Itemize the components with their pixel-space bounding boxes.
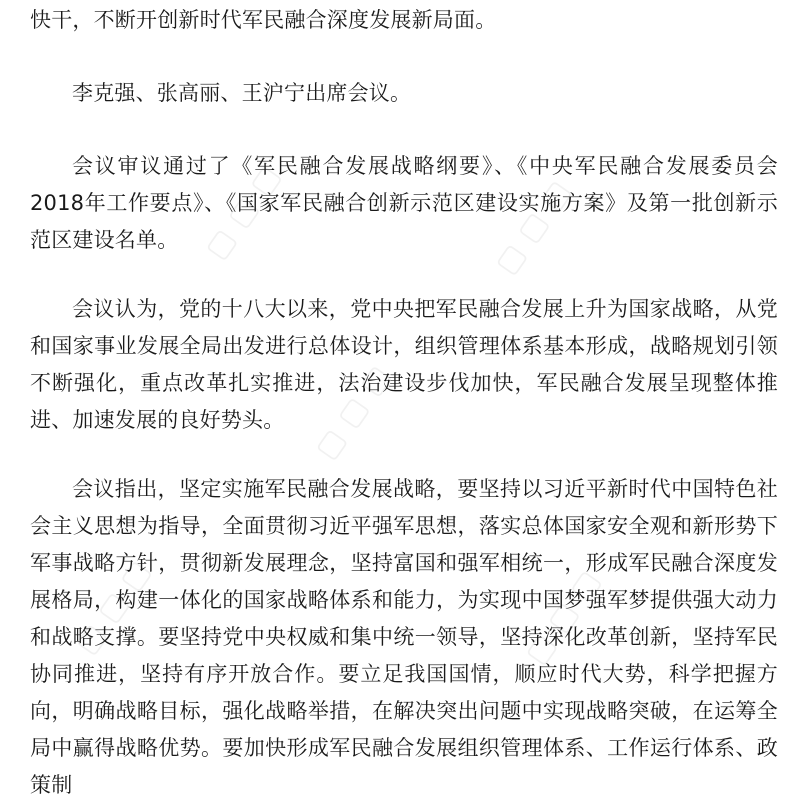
watermark: ▢ ▢ ▢ [308, 359, 398, 466]
paragraph-meeting-view: 会议认为，党的十八大以来，党中央把军民融合发展上升为国家战略，从党和国家事业发展全局出发进行总体设计，组织管理体系基本形成，战略规划引领不断强化，重点改革扎实推进，法治建设步伐加快，军民融合发展呈现整体推进、加速发展的良好势头。 [30, 297, 778, 432]
paragraph-meeting-points: 会议指出，坚定实施军民融合发展战略，要坚持以习近平新时代中国特色社会主义思想为指导，全面贯彻习近平强军思想，落实总体国家安全观和新形势下军事战略方针，贯彻新发展理念，坚持富国和强军相统一，形成军民融合深度发展格局，构建一体化的国家战略体系和能力，为实现中国梦强军梦提供强大动力和战略支撑。要坚持党中央权威和集中统一领导，坚持深化改革创新，坚持军民协同推进，坚持有序开放合作。要立足我国国情，顺应时代大势，科学把握方向，明确战略目标，强化战略举措，在解决突出问题中实现战略突破，在运筹全局中赢得战略优势。要加快形成军民融合发展组织管理体系、工作运行体系、政策制 [30, 477, 778, 797]
watermark: ▢ ▢ ▢ [68, 554, 158, 661]
paragraph-continuation: 快干，不断开创新时代军民融合深度发展新局面。 [30, 8, 497, 32]
paragraph-approved-documents: 会议审议通过了《军民融合发展战略纲要》、《中央军民融合发展委员会2018年工作要点》、《国家军民融合创新示范区建设实施方案》及第一批创新示范区建设名单。 [30, 154, 778, 252]
paragraph-attendance: 李克强、张高丽、王沪宁出席会议。 [72, 81, 412, 105]
document-body [30, 2, 778, 800]
watermark: ▢ ▢ ▢ [518, 564, 608, 671]
watermark: ▢ ▢ ▢ [198, 159, 288, 266]
watermark: ▢ ▢ ▢ [488, 174, 578, 281]
